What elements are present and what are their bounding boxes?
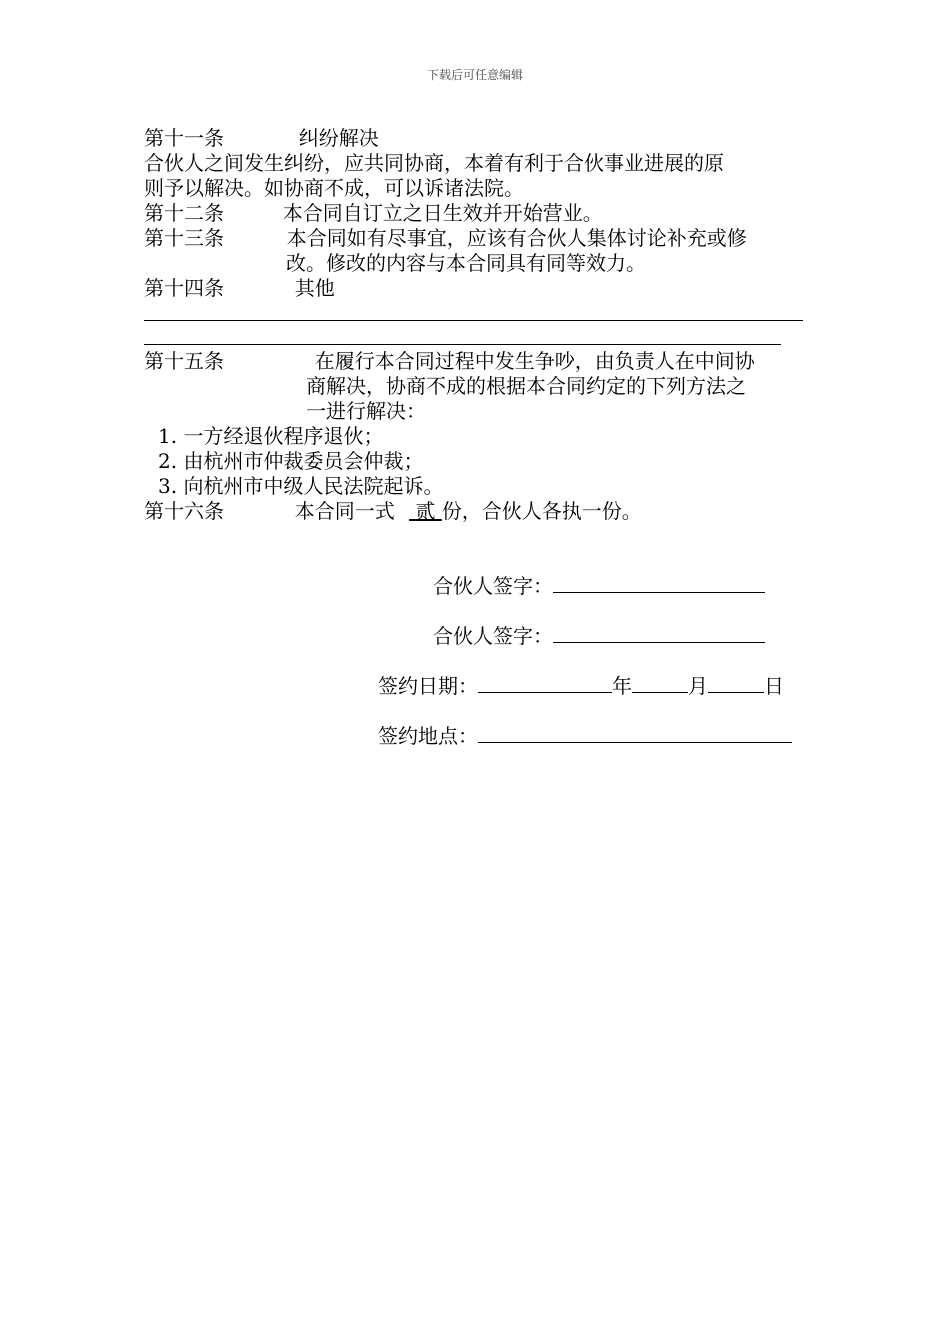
page-header-note: 下载后可任意编辑 — [426, 68, 523, 82]
article-15-text-1: 在履行本合同过程中发生争吵，由负责人在中间协 — [314, 349, 755, 373]
article-16-copy-count: 贰 — [415, 499, 436, 523]
article-11-body-line-2: 则予以解决。如协商不成，可以诉诸法院。 — [144, 176, 524, 200]
article-15-label: 第十五条 — [144, 349, 224, 373]
article-11-heading — [144, 126, 379, 150]
article-13-text-1: 本合同如有尽事宜，应该有合伙人集体讨论补充或修 — [286, 226, 747, 250]
partner-signature-2-label: 合伙人签字： — [433, 624, 553, 648]
article-13-label: 第十三条 — [144, 226, 224, 250]
article-14-text: 其他 — [294, 276, 335, 300]
sign-date-year-unit: 年 — [612, 674, 632, 698]
article-16-prefix: 本合同一式 — [294, 499, 395, 523]
article-12 — [144, 201, 603, 225]
article-11-title: 纠纷解决 — [298, 126, 379, 150]
article-16 — [144, 499, 642, 523]
sign-date-day-unit: 日 — [764, 674, 784, 698]
partner-signature-2 — [433, 622, 765, 648]
article-12-label: 第十二条 — [144, 201, 224, 225]
article-12-text: 本合同自订立之日生效并开始营业。 — [282, 201, 603, 225]
partner-signature-1-field[interactable] — [553, 572, 765, 593]
partner-signature-1 — [433, 572, 765, 598]
article-15-text-3: 一进行解决： — [306, 399, 426, 423]
method-item-2: 2. 由杭州市仲裁委员会仲裁； — [158, 449, 424, 473]
sign-date-month-unit: 月 — [688, 674, 708, 698]
article-11-label: 第十一条 — [144, 126, 224, 150]
sign-place-field[interactable] — [478, 722, 792, 743]
article-13-line-1 — [144, 226, 747, 250]
article-16-label: 第十六条 — [144, 499, 224, 523]
sign-date-year-field[interactable] — [478, 672, 612, 693]
sign-date-label: 签约日期： — [378, 674, 478, 698]
sign-date — [378, 672, 784, 698]
sign-date-month-field[interactable] — [632, 672, 688, 693]
sign-place — [378, 722, 792, 748]
partner-signature-2-field[interactable] — [553, 622, 765, 643]
blank-line-1 — [144, 320, 803, 321]
blank-line-2 — [144, 344, 781, 345]
article-15-text-2: 商解决，协商不成的根据本合同约定的下列方法之 — [306, 374, 746, 398]
sign-place-label: 签约地点： — [378, 724, 478, 748]
method-item-3: 3. 向杭州市中级人民法院起诉。 — [158, 474, 444, 498]
article-14 — [144, 276, 335, 300]
article-15-line-1 — [144, 349, 755, 373]
method-item-1: 1. 一方经退伙程序退伙； — [158, 424, 384, 448]
article-13-text-2: 改。修改的内容与本合同具有同等效力。 — [286, 251, 646, 275]
partner-signature-1-label: 合伙人签字： — [433, 574, 553, 598]
article-16-suffix: 份，合伙人各执一份。 — [441, 499, 642, 523]
article-11-body-line-1: 合伙人之间发生纠纷，应共同协商，本着有利于合伙事业进展的原 — [144, 151, 724, 175]
sign-date-day-field[interactable] — [708, 672, 764, 693]
article-14-label: 第十四条 — [144, 276, 224, 300]
